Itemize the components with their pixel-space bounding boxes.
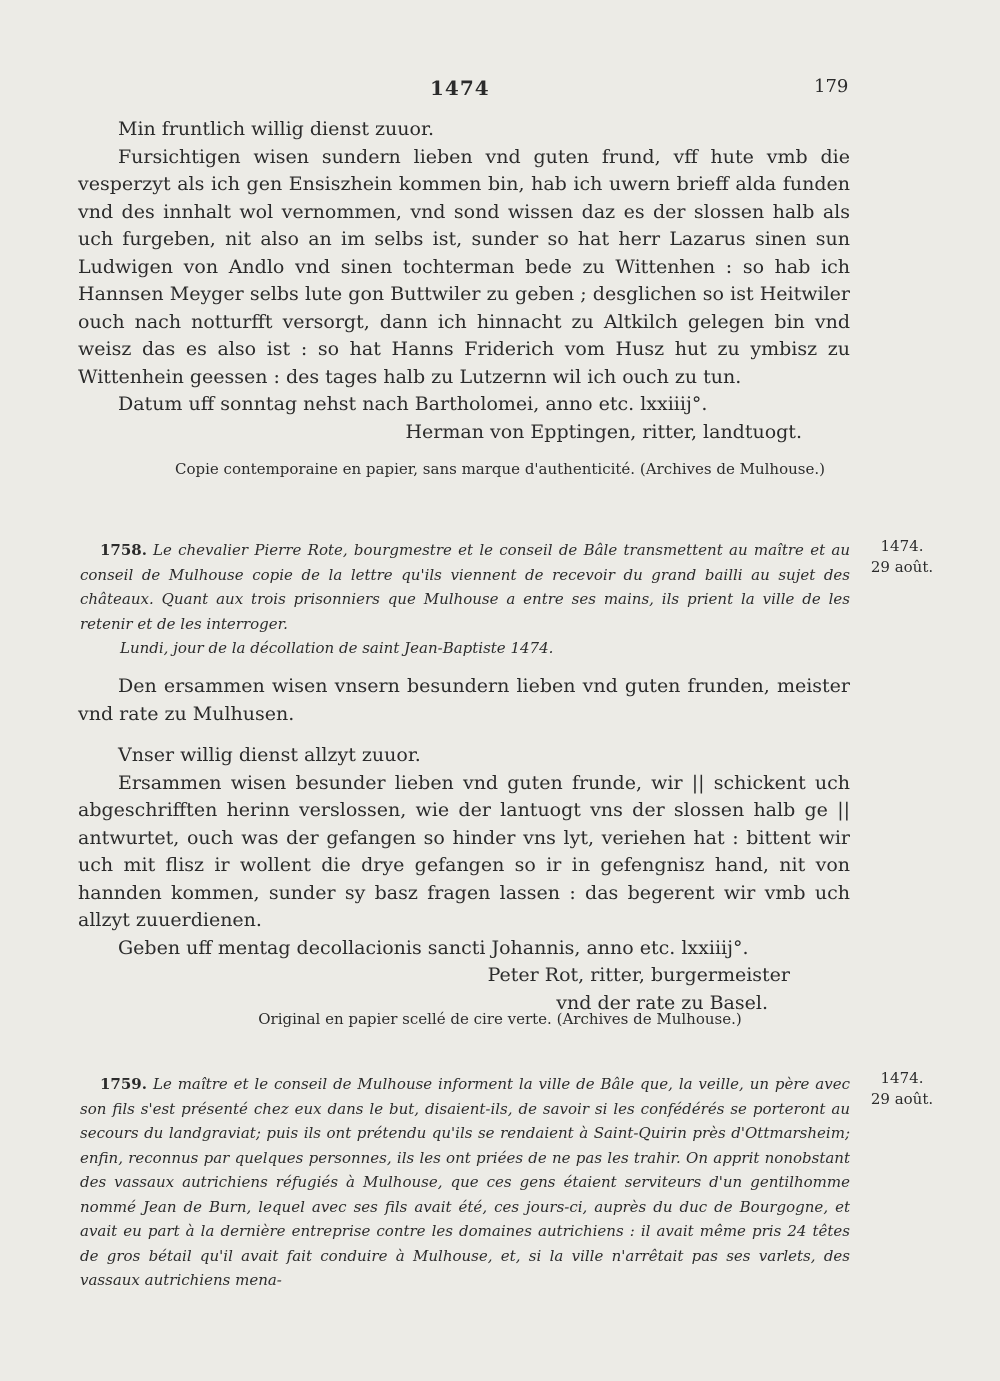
document-number: 1759. (100, 1075, 147, 1093)
letter-1758 (78, 673, 850, 1017)
margin-year: 1474. (880, 537, 924, 555)
letter-address: Den ersammen wisen vnsern besundern lieben vnd guten frunden, meister vnd rate zu Mulhusen. (78, 675, 850, 725)
margin-date-1758 (862, 536, 942, 578)
source-note-1757: Copie contemporaine en papier, sans marque d'authenticité. (Archives de Mulhouse.) (175, 460, 825, 478)
letter-greeting: Vnser willig dienst allzyt zuuor. (118, 744, 421, 766)
running-header (0, 76, 1000, 106)
letter-body: Ersammen wisen besunder lieben vnd guten frunde, wir || schickent uch abgeschrifften herinn verslossen, wie der lantuogt vns der slossen halb ge || antwurtet, ouch was der gefangen so hinder vns lyt, veriehen hat : bittent wir uch mit flisz ir wollent die drye gefangen so ir in gefengnisz hand, nit von hannden kommen, sunder sy basz fragen lassen : das begerent wir vmb uch allzyt zuuerdienen. (78, 771, 850, 931)
summary-1758 (80, 538, 850, 671)
letter-date: Datum uff sonntag nehst nach Bartholomei, anno etc. lxxiiij°. (118, 393, 708, 415)
margin-day: 29 août. (870, 1090, 934, 1108)
letter-signature-line-1: Peter Rot, ritter, burgermeister (487, 964, 790, 986)
margin-date-1759 (862, 1068, 942, 1110)
letter-date: Geben uff mentag decollacionis sancti Johannis, anno etc. lxxiiij°. (118, 936, 749, 959)
source-note-1758: Original en papier scellé de cire verte. (Archives de Mulhouse.) (258, 1010, 742, 1028)
summary-1759 (80, 1072, 850, 1293)
margin-year: 1474. (880, 1069, 924, 1087)
letter-signature: Herman von Epptingen, ritter, landtuogt. (405, 420, 802, 443)
document-number: 1758. (100, 541, 147, 559)
letter-signature-line-2: vnd der rate zu Basel. (556, 991, 768, 1014)
summary-text: Le chevalier Pierre Rote, bourgmestre et le conseil de Bâle transmettent au maître et au conseil de Mulhouse copie de la lettre qu'ils viennent de recevoir du grand bailli au sujet des châteaux. Quant aux trois prisonniers que Mulhouse a entre ses mains, ils prient la ville de les retenir et de les interroger. (80, 541, 850, 633)
header-year: 1474 (430, 76, 490, 100)
summary-text: Le maître et le conseil de Mulhouse informent la ville de Bâle que, la veille, un père avec son fils s'est présenté chez eux dans le but, disaient-ils, de savoir si les confédérés se porteront au secours du landgraviat; puis ils ont prétendu qu'ils se rendaient à Saint-Quirin près d'Ottmarsheim; enfin, reconnus par quelques personnes, ils les ont priées de ne pas les trahir. On apprit nonobstant des vassaux autrichiens réfugiés à Mulhouse, que ces gens étaient serviteurs d'un gentilhomme nommé Jean de Burn, lequel avec ses fils avait été, ces jours-ci, auprès du duc de Bourgogne, et avait eu part à la dernière entreprise contre les domaines autrichiens : il avait même pris 24 têtes de gros bétail qu'il avait fait conduire à Mulhouse, et, si la ville n'arrêtait pas ses varlets, des vassaux autrichiens mena- (80, 1075, 850, 1289)
page-number: 179 (814, 76, 849, 97)
margin-day: 29 août. (870, 558, 934, 576)
letter-greeting: Min fruntlich willig dienst zuuor. (118, 118, 434, 140)
letter-body: Fursichtigen wisen sundern lieben vnd guten frund, vff hute vmb die vesperzyt als ich gen Ensiszhein kommen bin, hab ich uwern brieff alda funden vnd des innhalt wol vernommen, vnd sond wissen daz es der slossen halb als uch furgeben, nit also an im selbs ist, sunder so hat herr Lazarus sinen sun Ludwigen von Andlo vnd sinen tochterman bede zu Wittenhen : so hab ich Hannsen Meyger selbs lute gon Buttwiler zu geben ; desglichen so ist Heitwiler ouch nach notturfft versorgt, dann ich hinnacht zu Altkilch gelegen bin vnd weisz das es also ist : so hat Hanns Friderich vom Husz hut zu ymbisz zu Wittenhein geessen : des tages halb zu Lutzernn wil ich ouch zu tun. (78, 145, 850, 388)
letter-1757 (78, 116, 850, 446)
summary-date-line: Lundi, jour de la décollation de saint Jean-Baptiste 1474. (120, 639, 554, 657)
